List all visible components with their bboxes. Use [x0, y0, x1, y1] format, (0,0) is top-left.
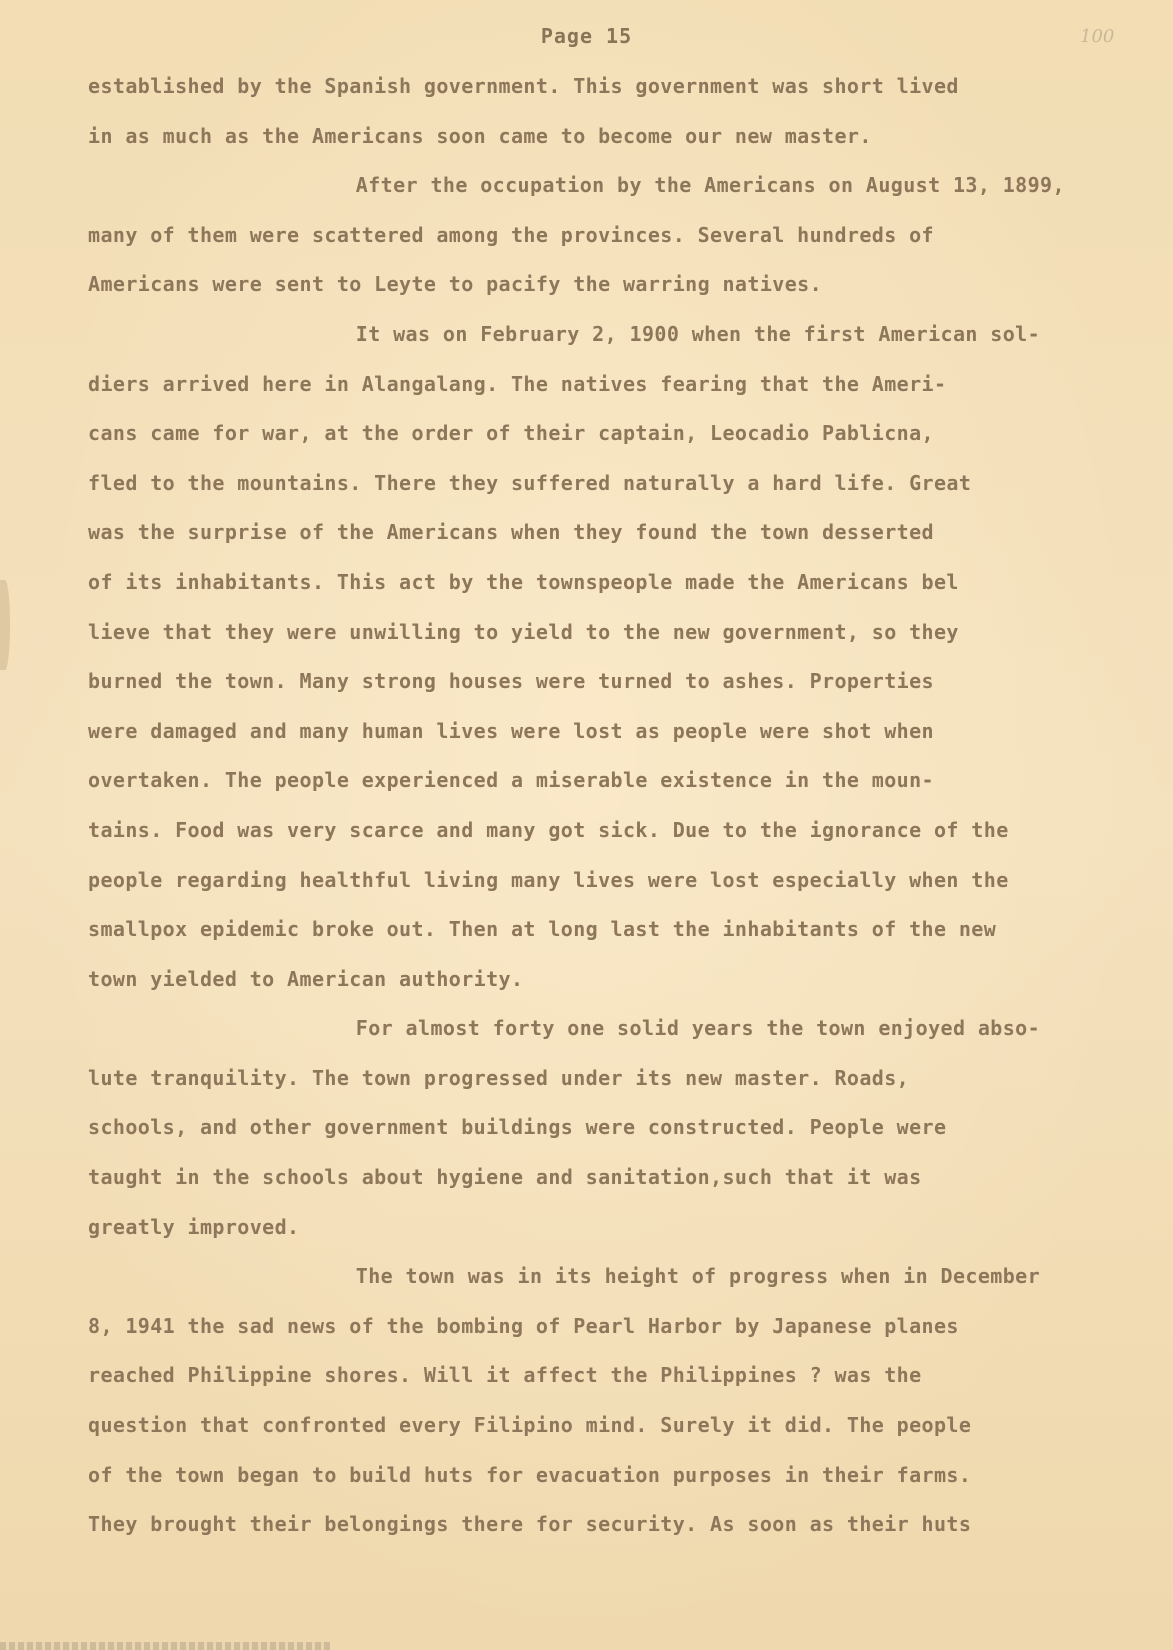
- margin-note: 100: [1080, 26, 1115, 47]
- text-line: smallpox epidemic broke out. Then at long last the inhabitants of the new: [88, 917, 997, 942]
- text-line: town yielded to American authority.: [88, 966, 524, 991]
- text-line: established by the Spanish government. This government was short lived: [88, 74, 959, 98]
- text-line: 8, 1941 the sad news of the bombing of Pearl Harbor by Japanese planes: [88, 1313, 959, 1338]
- text-line: Americans were sent to Leyte to pacify the warring natives.: [88, 272, 823, 297]
- text-line: many of them were scattered among the provinces. Several hundreds of: [88, 222, 934, 247]
- text-line: They brought their belongings there for security. As soon as their huts: [88, 1512, 972, 1537]
- text-line: burned the town. Many strong houses were turned to ashes. Properties: [88, 669, 934, 694]
- text-line: schools, and other government buildings were constructed. People were: [88, 1115, 947, 1140]
- text-line: reached Philippine shores. Will it affect the Philippines ? was the: [88, 1363, 922, 1388]
- text-line: question that confronted every Filipino mind. Surely it did. The people: [88, 1413, 972, 1438]
- text-line: overtaken. The people experienced a miserable existence in the moun-: [88, 768, 934, 793]
- text-line: in as much as the Americans soon came to become our new master.: [88, 123, 872, 148]
- text-line: For almost forty one solid years the town enjoyed abso-: [355, 1016, 1041, 1041]
- text-line: was the surprise of the Americans when they found the town desserted: [88, 520, 934, 545]
- text-line: It was on February 2, 1900 when the first American sol-: [355, 321, 1041, 346]
- text-line: greatly improved.: [88, 1214, 300, 1239]
- text-line: fled to the mountains. There they suffered naturally a hard life. Great: [88, 470, 972, 495]
- text-line: lieve that they were unwilling to yield to the new government, so they: [88, 619, 959, 644]
- text-line: of its inhabitants. This act by the townspeople made the Americans bel: [88, 569, 959, 594]
- text-line: were damaged and many human lives were lost as people were shot when: [88, 718, 934, 743]
- text-line: lute tranquility. The town progressed under its new master. Roads,: [88, 1065, 910, 1090]
- text-line: taught in the schools about hygiene and sanitation,such that it was: [88, 1165, 922, 1190]
- page-number: Page 15: [540, 24, 633, 48]
- text-line: people regarding healthful living many lives were lost especially when the: [88, 867, 1009, 892]
- text-line: of the town began to build huts for evacuation purposes in their farms.: [88, 1462, 972, 1487]
- archive-strip: [0, 1642, 330, 1650]
- text-line: The town was in its height of progress when in December: [355, 1264, 1041, 1289]
- text-line: cans came for war, at the order of their captain, Leocadio Pablicna,: [88, 421, 934, 446]
- text-line: tains. Food was very scarce and many got sick. Due to the ignorance of the: [88, 817, 1009, 842]
- paper-edge-shadow: [0, 580, 10, 670]
- body-text: [0, 62, 1173, 1550]
- text-line: diers arrived here in Alangalang. The natives fearing that the Ameri-: [88, 371, 947, 396]
- text-line: After the occupation by the Americans on August 13, 1899,: [355, 173, 1065, 198]
